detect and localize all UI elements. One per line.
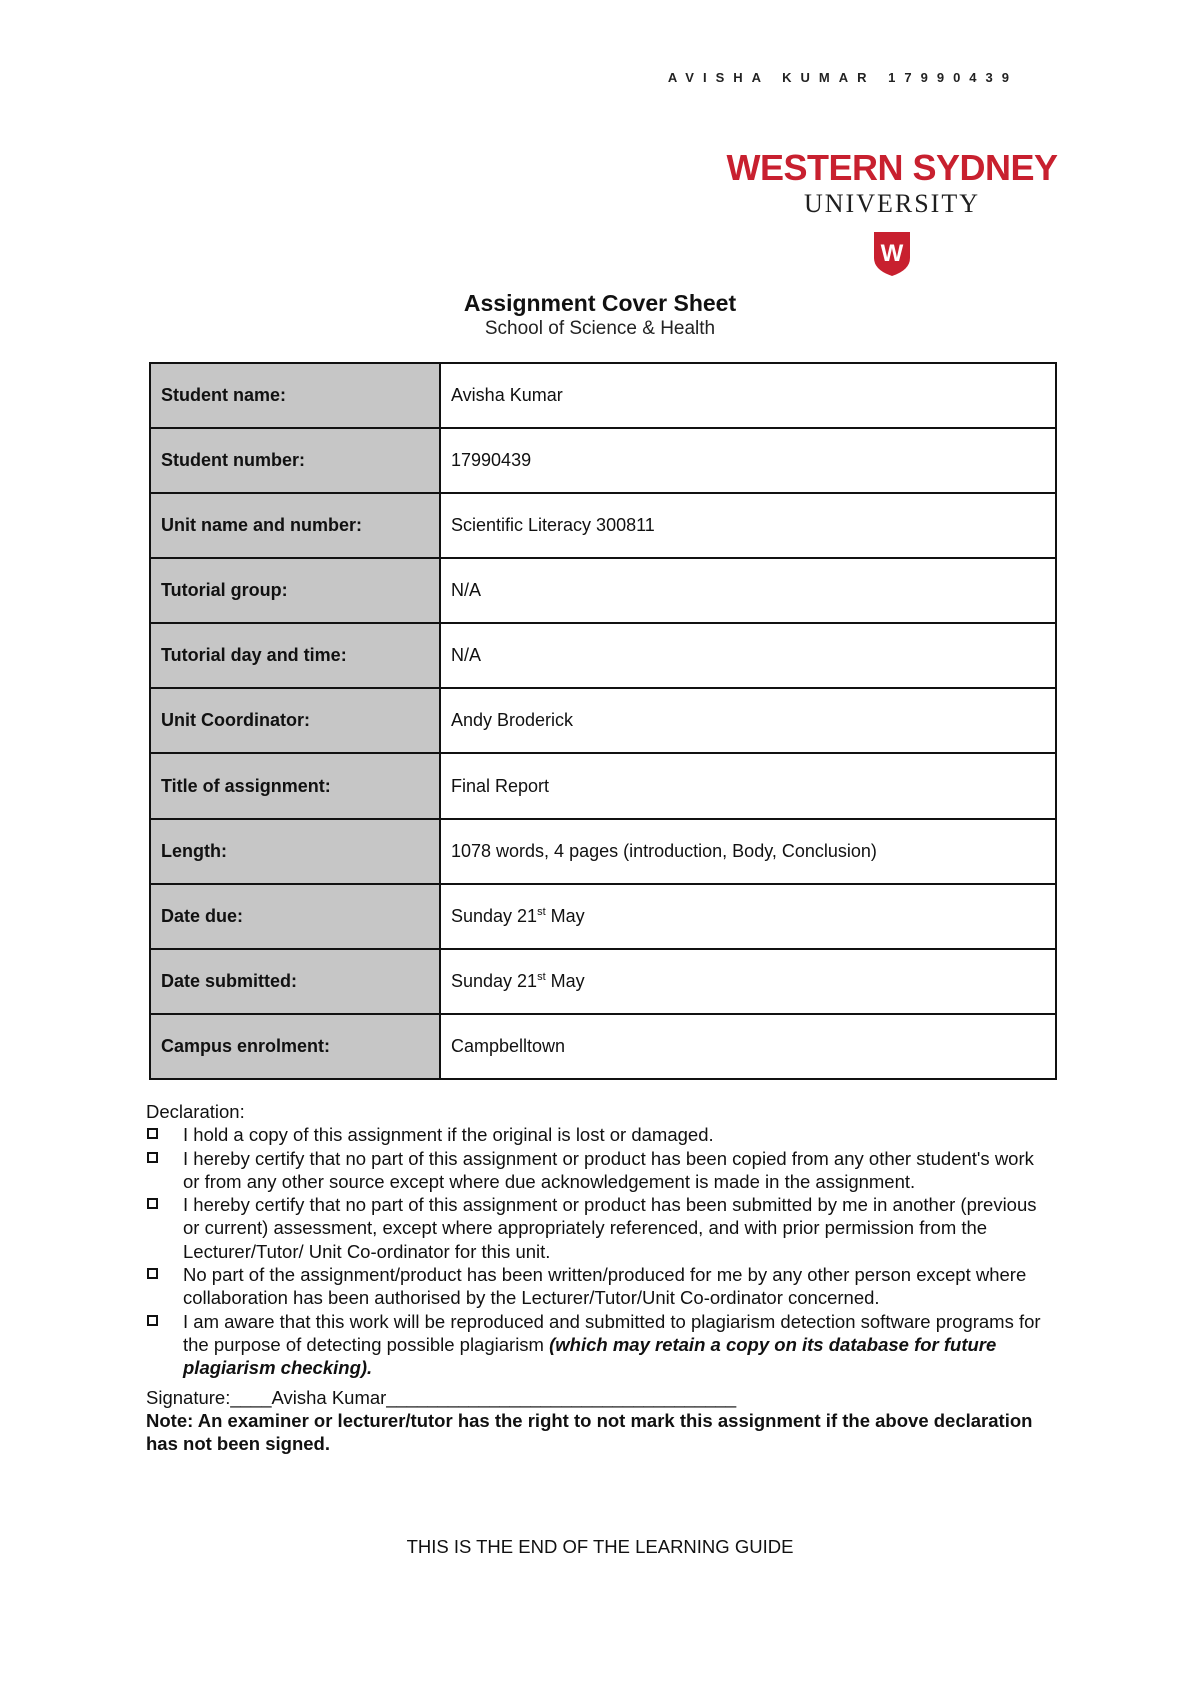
table-row xyxy=(150,819,1056,884)
table-row xyxy=(150,949,1056,1014)
field-value: Andy Broderick xyxy=(440,688,1056,753)
student-header: AVISHA KUMAR 17990439 xyxy=(667,70,1018,85)
checkbox-icon xyxy=(147,1268,158,1279)
table-row xyxy=(150,493,1056,558)
field-value: Scientific Literacy 300811 xyxy=(440,493,1056,558)
field-label: Date due: xyxy=(150,884,440,949)
declaration-item: I am aware that this work will be reproduced and submitted to plagiarism detection software programs for the purpose of detecting possible plagiarism (which may retain a copy on its database for future plagiarism checking). xyxy=(146,1310,1046,1380)
field-label: Unit Coordinator: xyxy=(150,688,440,753)
field-label: Unit name and number: xyxy=(150,493,440,558)
field-value: Sunday 21st May xyxy=(440,884,1056,949)
field-value: Sunday 21st May xyxy=(440,949,1056,1014)
field-value: Avisha Kumar xyxy=(440,363,1056,428)
checkbox-icon xyxy=(147,1128,158,1139)
field-label: Length: xyxy=(150,819,440,884)
checkbox-icon xyxy=(147,1198,158,1209)
declaration-item: I hereby certify that no part of this assignment or product has been submitted by me in another (previous or current) assessment, except where appropriately referenced, and with prior permission from the Lecturer/Tutor/ Unit Co-ordinator for this unit. xyxy=(146,1193,1046,1263)
declaration-section xyxy=(146,1100,1046,1455)
document-subtitle: School of Science & Health xyxy=(484,318,716,339)
table-row xyxy=(150,753,1056,818)
signature-note: Note: An examiner or lecturer/tutor has the right to not mark this assignment if the above declaration has not been signed. xyxy=(146,1409,1033,1455)
checkbox-icon xyxy=(147,1152,158,1163)
cover-details-table xyxy=(149,362,1057,1080)
declaration-item: I hereby certify that no part of this assignment or product has been copied from any other student's work or from any other source except where due acknowledgement is made in the assignment. xyxy=(146,1147,1046,1194)
declaration-item: No part of the assignment/product has been written/produced for me by any other person except where collaboration has been authorised by the Lecturer/Tutor/Unit Co-ordinator concerned. xyxy=(146,1263,1046,1310)
field-label: Campus enrolment: xyxy=(150,1014,440,1079)
end-of-guide-text: THIS IS THE END OF THE LEARNING GUIDE xyxy=(406,1536,794,1557)
field-label: Title of assignment: xyxy=(150,753,440,818)
logo-line-2: UNIVERSITY xyxy=(804,189,980,218)
logo-line-1: WESTERN SYDNEY xyxy=(726,147,1058,188)
field-label: Tutorial group: xyxy=(150,558,440,623)
field-value: 17990439 xyxy=(440,428,1056,493)
university-logo xyxy=(722,148,1062,288)
svg-text:W: W xyxy=(880,240,904,267)
field-label: Student name: xyxy=(150,363,440,428)
field-value: N/A xyxy=(440,623,1056,688)
field-value: Campbelltown xyxy=(440,1014,1056,1079)
table-row xyxy=(150,688,1056,753)
field-value: N/A xyxy=(440,558,1056,623)
field-label: Tutorial day and time: xyxy=(150,623,440,688)
table-row xyxy=(150,623,1056,688)
field-value: 1078 words, 4 pages (introduction, Body, Conclusion) xyxy=(440,819,1056,884)
table-row xyxy=(150,558,1056,623)
table-row xyxy=(150,1014,1056,1079)
field-label: Date submitted: xyxy=(150,949,440,1014)
shield-icon xyxy=(722,230,1062,283)
signature-line: Signature:____Avisha Kumar__________________________________ xyxy=(146,1386,737,1408)
field-value: Final Report xyxy=(440,753,1056,818)
declaration-item: I hold a copy of this assignment if the original is lost or damaged. xyxy=(146,1123,1046,1146)
document-title: Assignment Cover Sheet xyxy=(463,290,737,316)
declaration-heading: Declaration: xyxy=(146,1101,245,1122)
table-row xyxy=(150,363,1056,428)
checkbox-icon xyxy=(147,1315,158,1326)
field-label: Student number: xyxy=(150,428,440,493)
table-row xyxy=(150,428,1056,493)
table-row xyxy=(150,884,1056,949)
